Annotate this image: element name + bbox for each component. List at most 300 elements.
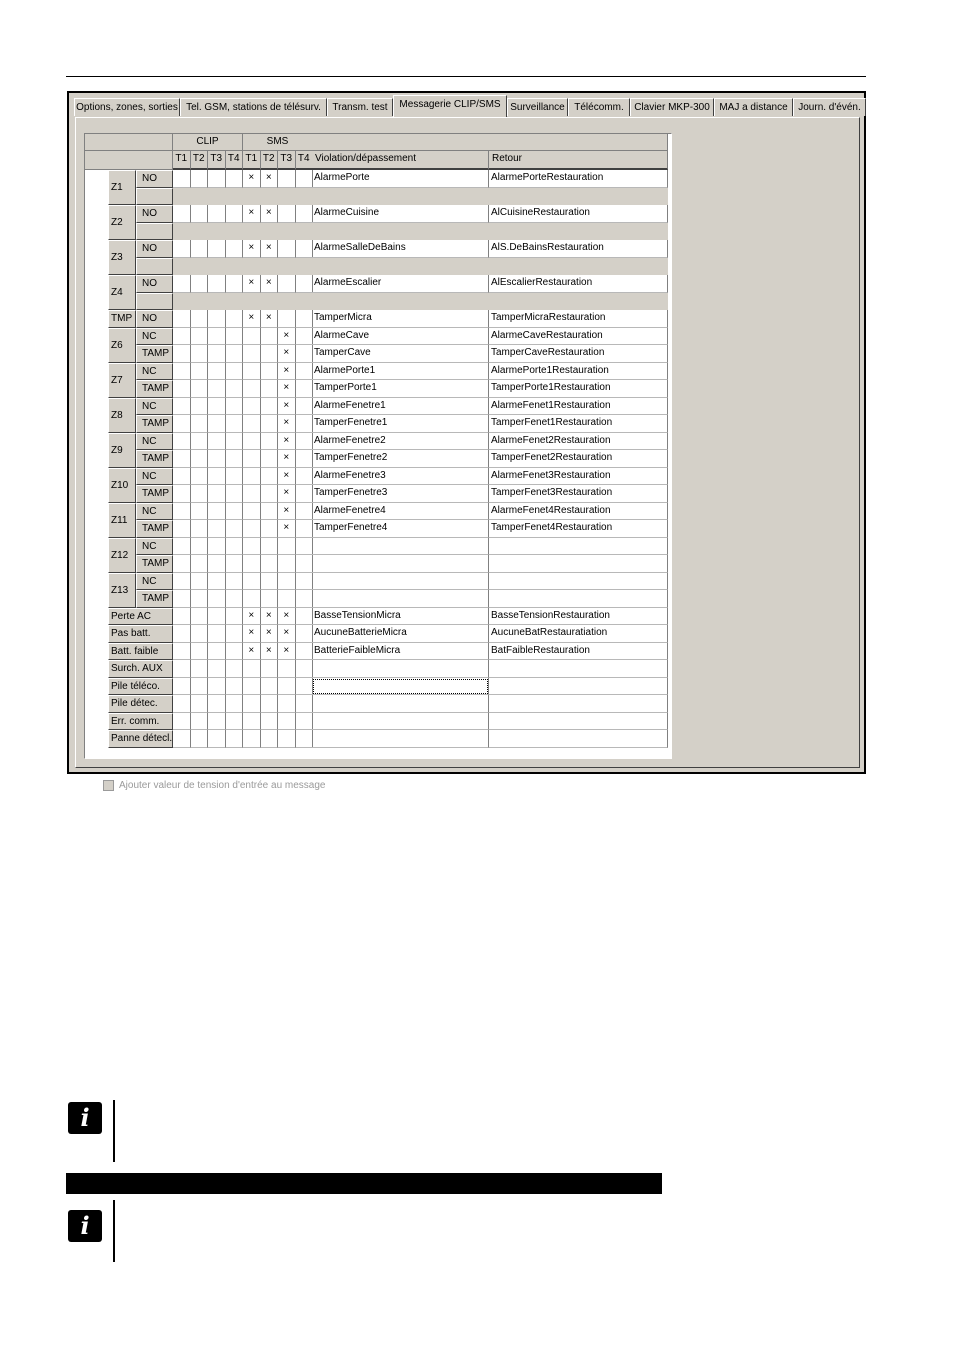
check-cell-checked[interactable]: × [261,625,279,643]
tab-1[interactable]: Tel. GSM, stations de télésurv. [180,98,327,116]
check-cell[interactable] [208,485,226,503]
check-cell-checked[interactable]: × [243,275,261,293]
violation-message[interactable]: TamperFenetre1 [312,415,489,433]
violation-message[interactable]: AlarmeFenetre1 [312,398,489,416]
check-cell[interactable] [191,328,209,346]
check-cell[interactable] [243,555,261,573]
check-cell[interactable] [173,660,191,678]
check-cell[interactable] [191,713,209,731]
violation-message[interactable]: TamperPorte1 [312,380,489,398]
check-cell[interactable] [261,538,279,556]
retour-message[interactable]: AucuneBatRestauratiation [489,625,668,643]
check-cell[interactable] [191,310,209,328]
check-cell[interactable] [278,573,296,591]
check-cell[interactable] [296,695,314,713]
check-cell[interactable] [261,695,279,713]
check-cell[interactable] [173,643,191,661]
check-cell[interactable] [173,380,191,398]
check-cell[interactable] [261,555,279,573]
check-cell-checked[interactable]: × [278,363,296,381]
check-cell[interactable] [191,345,209,363]
retour-message[interactable]: AlarmeCaveRestauration [489,328,668,346]
check-cell[interactable] [278,730,296,748]
check-cell[interactable] [226,275,244,293]
check-cell[interactable] [226,345,244,363]
check-cell[interactable] [208,205,226,223]
check-cell[interactable] [296,520,314,538]
check-cell[interactable] [261,380,279,398]
check-cell[interactable] [226,503,244,521]
check-cell[interactable] [296,275,314,293]
check-cell-checked[interactable]: × [278,643,296,661]
check-cell[interactable] [243,415,261,433]
check-cell[interactable] [243,345,261,363]
check-cell[interactable] [191,380,209,398]
retour-message[interactable] [489,573,668,591]
check-cell-checked[interactable]: × [278,485,296,503]
check-cell[interactable] [226,380,244,398]
check-cell[interactable] [226,205,244,223]
check-cell[interactable] [226,695,244,713]
retour-message[interactable]: AlarmePorteRestauration [489,170,668,188]
check-cell[interactable] [173,345,191,363]
check-cell[interactable] [278,538,296,556]
tab-0[interactable]: Options, zones, sorties [74,98,180,116]
check-cell[interactable] [296,485,314,503]
check-cell[interactable] [243,590,261,608]
check-cell-checked[interactable]: × [278,433,296,451]
check-cell[interactable] [296,380,314,398]
violation-message[interactable]: TamperFenetre2 [312,450,489,468]
check-cell[interactable] [208,625,226,643]
tab-7[interactable]: MAJ a distance [714,98,793,116]
check-cell[interactable] [226,310,244,328]
check-cell[interactable] [191,450,209,468]
check-cell[interactable] [208,713,226,731]
check-cell[interactable] [226,450,244,468]
check-cell-checked[interactable]: × [243,625,261,643]
check-cell[interactable] [261,468,279,486]
violation-message[interactable]: AlarmeCave [312,328,489,346]
check-cell[interactable] [243,695,261,713]
retour-message[interactable] [489,660,668,678]
check-cell-checked[interactable]: × [243,643,261,661]
check-cell-checked[interactable]: × [261,205,279,223]
check-cell[interactable] [173,573,191,591]
check-cell[interactable] [226,625,244,643]
check-cell[interactable] [173,363,191,381]
check-cell[interactable] [243,678,261,696]
check-cell[interactable] [296,450,314,468]
check-cell[interactable] [173,695,191,713]
check-cell[interactable] [243,398,261,416]
check-cell[interactable] [296,503,314,521]
check-cell[interactable] [191,660,209,678]
check-cell[interactable] [296,573,314,591]
check-cell[interactable] [173,608,191,626]
check-cell[interactable] [191,643,209,661]
check-cell[interactable] [226,433,244,451]
check-cell[interactable] [191,625,209,643]
check-cell[interactable] [191,170,209,188]
check-cell[interactable] [261,415,279,433]
violation-message[interactable] [312,573,489,591]
check-cell-checked[interactable]: × [261,310,279,328]
check-cell[interactable] [278,310,296,328]
check-cell[interactable] [173,538,191,556]
check-cell[interactable] [208,450,226,468]
violation-message[interactable] [312,555,489,573]
check-cell[interactable] [243,573,261,591]
check-cell[interactable] [191,275,209,293]
check-cell[interactable] [261,503,279,521]
check-cell[interactable] [296,363,314,381]
check-cell[interactable] [278,240,296,258]
check-cell[interactable] [278,660,296,678]
check-cell[interactable] [243,503,261,521]
retour-message[interactable]: AlarmeFenet2Restauration [489,433,668,451]
check-cell[interactable] [261,590,279,608]
check-cell[interactable] [191,240,209,258]
check-cell-checked[interactable]: × [261,275,279,293]
tab-6[interactable]: Clavier MKP-300 [630,98,714,116]
check-cell[interactable] [173,468,191,486]
check-cell[interactable] [226,398,244,416]
violation-message[interactable]: TamperCave [312,345,489,363]
check-cell[interactable] [173,415,191,433]
check-cell-checked[interactable]: × [278,608,296,626]
check-cell[interactable] [296,468,314,486]
check-cell[interactable] [261,730,279,748]
check-cell[interactable] [208,520,226,538]
check-cell[interactable] [191,730,209,748]
check-cell[interactable] [208,170,226,188]
violation-message[interactable]: AlarmeEscalier [312,275,489,293]
check-cell[interactable] [261,660,279,678]
violation-message[interactable] [312,713,489,731]
check-cell-checked[interactable]: × [278,328,296,346]
check-cell[interactable] [243,713,261,731]
violation-message[interactable] [312,590,489,608]
check-cell[interactable] [208,275,226,293]
check-cell[interactable] [208,555,226,573]
check-cell[interactable] [278,695,296,713]
check-cell[interactable] [296,205,314,223]
check-cell[interactable] [208,415,226,433]
check-cell[interactable] [191,608,209,626]
check-cell[interactable] [296,398,314,416]
retour-message[interactable]: AlEscalierRestauration [489,275,668,293]
retour-message[interactable]: BatFaibleRestauration [489,643,668,661]
retour-message[interactable]: BasseTensionRestauration [489,608,668,626]
check-cell[interactable] [208,503,226,521]
check-cell[interactable] [296,328,314,346]
check-cell[interactable] [226,328,244,346]
check-cell-checked[interactable]: × [278,625,296,643]
check-cell[interactable] [243,520,261,538]
check-cell-checked[interactable]: × [261,643,279,661]
retour-message[interactable] [489,538,668,556]
check-cell[interactable] [278,205,296,223]
retour-message[interactable]: AlarmeFenet1Restauration [489,398,668,416]
check-cell[interactable] [243,485,261,503]
violation-message[interactable]: AlarmeCuisine [312,205,489,223]
check-cell[interactable] [296,625,314,643]
retour-message[interactable]: AlarmeFenet3Restauration [489,468,668,486]
violation-message[interactable]: AlarmeFenetre2 [312,433,489,451]
retour-message[interactable] [489,695,668,713]
check-cell[interactable] [173,310,191,328]
check-cell[interactable] [208,643,226,661]
check-cell[interactable] [243,363,261,381]
check-cell[interactable] [243,450,261,468]
tab-4[interactable]: Surveillance [507,98,568,116]
check-cell-checked[interactable]: × [261,170,279,188]
check-cell[interactable] [226,485,244,503]
check-cell[interactable] [173,485,191,503]
check-cell[interactable] [226,170,244,188]
check-cell[interactable] [261,433,279,451]
check-cell[interactable] [243,433,261,451]
violation-message[interactable]: BatterieFaibleMicra [312,643,489,661]
check-cell[interactable] [191,398,209,416]
check-cell[interactable] [261,345,279,363]
retour-message[interactable]: AlCuisineRestauration [489,205,668,223]
check-cell[interactable] [191,433,209,451]
check-cell[interactable] [173,275,191,293]
check-cell[interactable] [191,555,209,573]
check-cell[interactable] [296,310,314,328]
check-cell-checked[interactable]: × [278,468,296,486]
check-cell[interactable] [261,485,279,503]
check-cell-checked[interactable]: × [278,520,296,538]
check-cell[interactable] [243,380,261,398]
retour-message[interactable]: AlS.DeBainsRestauration [489,240,668,258]
check-cell[interactable] [226,520,244,538]
tab-5[interactable]: Télécomm. [568,98,630,116]
retour-message[interactable] [489,590,668,608]
check-cell[interactable] [226,643,244,661]
check-cell[interactable] [261,450,279,468]
check-cell[interactable] [296,240,314,258]
check-cell[interactable] [173,520,191,538]
check-cell[interactable] [296,713,314,731]
violation-message[interactable] [312,678,489,696]
violation-message[interactable]: TamperFenetre3 [312,485,489,503]
check-cell-checked[interactable]: × [278,450,296,468]
tab-3[interactable]: Messagerie CLIP/SMS [393,95,507,117]
check-cell[interactable] [261,713,279,731]
check-cell[interactable] [243,538,261,556]
check-cell[interactable] [243,328,261,346]
retour-message[interactable]: TamperFenet1Restauration [489,415,668,433]
check-cell[interactable] [226,415,244,433]
violation-message[interactable]: TamperMicra [312,310,489,328]
check-cell[interactable] [296,415,314,433]
check-cell[interactable] [296,608,314,626]
check-cell[interactable] [261,328,279,346]
check-cell[interactable] [208,573,226,591]
check-cell[interactable] [173,625,191,643]
retour-message[interactable] [489,713,668,731]
check-cell[interactable] [173,713,191,731]
check-cell[interactable] [208,678,226,696]
check-cell[interactable] [208,590,226,608]
retour-message[interactable]: TamperFenet2Restauration [489,450,668,468]
check-cell[interactable] [191,485,209,503]
check-cell[interactable] [226,608,244,626]
violation-message[interactable]: AucuneBatterieMicra [312,625,489,643]
check-cell[interactable] [243,730,261,748]
check-cell[interactable] [208,380,226,398]
check-cell[interactable] [208,695,226,713]
check-cell[interactable] [208,468,226,486]
check-cell[interactable] [191,415,209,433]
check-cell[interactable] [191,538,209,556]
check-cell[interactable] [208,328,226,346]
check-cell[interactable] [296,730,314,748]
check-cell[interactable] [208,538,226,556]
retour-message[interactable]: TamperCaveRestauration [489,345,668,363]
check-cell[interactable] [278,555,296,573]
check-cell[interactable] [296,345,314,363]
check-cell[interactable] [243,660,261,678]
check-cell[interactable] [173,590,191,608]
check-cell[interactable] [191,468,209,486]
check-cell[interactable] [191,503,209,521]
retour-message[interactable]: AlarmePorte1Restauration [489,363,668,381]
check-cell[interactable] [226,573,244,591]
add-voltage-option[interactable] [103,779,325,793]
check-cell[interactable] [296,660,314,678]
check-cell[interactable] [296,538,314,556]
violation-message[interactable] [312,695,489,713]
check-cell[interactable] [226,660,244,678]
check-cell[interactable] [296,433,314,451]
violation-message[interactable]: TamperFenetre4 [312,520,489,538]
violation-message[interactable] [312,660,489,678]
check-cell[interactable] [173,205,191,223]
retour-message[interactable]: TamperFenet3Restauration [489,485,668,503]
check-cell[interactable] [226,730,244,748]
check-cell[interactable] [208,240,226,258]
check-cell[interactable] [226,590,244,608]
check-cell[interactable] [226,363,244,381]
check-cell[interactable] [208,608,226,626]
check-cell[interactable] [261,678,279,696]
check-cell[interactable] [261,573,279,591]
retour-message[interactable]: AlarmeFenet4Restauration [489,503,668,521]
check-cell-checked[interactable]: × [278,380,296,398]
check-cell[interactable] [173,555,191,573]
check-cell[interactable] [208,660,226,678]
check-cell[interactable] [208,398,226,416]
check-cell[interactable] [296,643,314,661]
check-cell[interactable] [191,520,209,538]
check-cell[interactable] [278,275,296,293]
retour-message[interactable] [489,678,668,696]
check-cell[interactable] [296,170,314,188]
retour-message[interactable]: TamperFenet4Restauration [489,520,668,538]
check-cell-checked[interactable]: × [278,345,296,363]
check-cell[interactable] [208,310,226,328]
retour-message[interactable]: TamperMicraRestauration [489,310,668,328]
tab-8[interactable]: Journ. d'évén. [793,98,866,116]
violation-message[interactable]: AlarmeFenetre3 [312,468,489,486]
check-cell-checked[interactable]: × [243,170,261,188]
check-cell[interactable] [296,678,314,696]
check-cell-checked[interactable]: × [243,205,261,223]
add-voltage-checkbox[interactable] [103,780,114,791]
check-cell-checked[interactable]: × [243,608,261,626]
check-cell[interactable] [226,240,244,258]
check-cell-checked[interactable]: × [243,310,261,328]
check-cell[interactable] [208,345,226,363]
check-cell[interactable] [243,468,261,486]
check-cell-checked[interactable]: × [243,240,261,258]
check-cell[interactable] [191,205,209,223]
check-cell[interactable] [296,590,314,608]
check-cell[interactable] [173,503,191,521]
check-cell[interactable] [278,170,296,188]
check-cell[interactable] [278,678,296,696]
check-cell[interactable] [173,170,191,188]
check-cell[interactable] [278,713,296,731]
check-cell[interactable] [226,555,244,573]
check-cell[interactable] [226,468,244,486]
check-cell[interactable] [261,398,279,416]
tab-2[interactable]: Transm. test [327,98,393,116]
check-cell[interactable] [261,520,279,538]
retour-message[interactable] [489,555,668,573]
retour-message[interactable] [489,730,668,748]
check-cell[interactable] [191,363,209,381]
check-cell[interactable] [208,363,226,381]
check-cell[interactable] [191,573,209,591]
check-cell[interactable] [208,730,226,748]
check-cell[interactable] [226,713,244,731]
violation-message[interactable]: AlarmePorte1 [312,363,489,381]
retour-message[interactable]: TamperPorte1Restauration [489,380,668,398]
violation-message[interactable]: BasseTensionMicra [312,608,489,626]
check-cell[interactable] [278,590,296,608]
check-cell[interactable] [173,450,191,468]
check-cell[interactable] [173,398,191,416]
check-cell[interactable] [226,678,244,696]
violation-message[interactable] [312,538,489,556]
check-cell-checked[interactable]: × [261,608,279,626]
check-cell[interactable] [261,363,279,381]
check-cell-checked[interactable]: × [278,503,296,521]
check-cell[interactable] [191,590,209,608]
check-cell-checked[interactable]: × [278,398,296,416]
check-cell-checked[interactable]: × [278,415,296,433]
check-cell[interactable] [191,695,209,713]
check-cell[interactable] [296,555,314,573]
violation-message[interactable] [312,730,489,748]
check-cell[interactable] [173,240,191,258]
check-cell[interactable] [173,678,191,696]
check-cell[interactable] [173,433,191,451]
violation-message[interactable]: AlarmePorte [312,170,489,188]
check-cell[interactable] [173,328,191,346]
check-cell[interactable] [226,538,244,556]
violation-message[interactable]: AlarmeSalleDeBains [312,240,489,258]
check-cell-checked[interactable]: × [261,240,279,258]
check-cell[interactable] [191,678,209,696]
check-cell[interactable] [173,730,191,748]
check-cell[interactable] [208,433,226,451]
